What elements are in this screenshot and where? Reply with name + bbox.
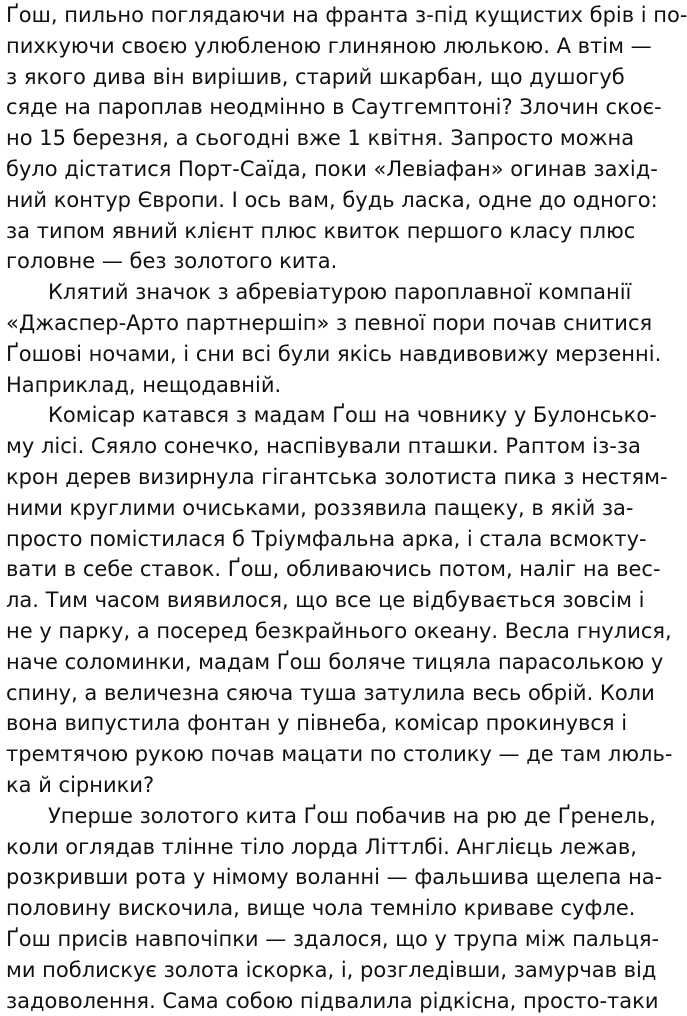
text-line: вати в себе ставок. Ґош, обливаючись потом, наліг на вес- <box>6 554 590 585</box>
text-line: ла. Тим часом виявилося, що все це відбувається зовсім і <box>6 585 590 616</box>
text-line: Наприклад, нещодавній. <box>6 370 590 401</box>
text-line: Ґош, пильно поглядаючи на франта з-під кущистих брів і по- <box>6 0 590 31</box>
text-line: Комісар катався з мадам Ґош на човнику у Булонсько- <box>6 400 590 431</box>
text-line: розкривши рота у німому воланні — фальшива щелепа на- <box>6 862 590 893</box>
text-line: Клятий значок з абревіатурою пароплавної компанії <box>6 277 590 308</box>
text-line: ми поблискує золота іскорка, і, розгледівши, замурчав від <box>6 955 590 986</box>
text-line: тремтячою рукою почав мацати по столику — де там люль- <box>6 739 590 770</box>
text-line: спину, а величезна сяюча туша затулила весь обрій. Коли <box>6 678 590 709</box>
text-line: Ґош присів навпочіпки — здалося, що у трупа між пальця- <box>6 924 590 955</box>
text-line: крон дерев визирнула гігантська золотиста пика з нестям- <box>6 462 590 493</box>
text-line: ка й сірники? <box>6 770 590 801</box>
paragraph-3 <box>6 400 590 800</box>
text-line: Ґошові ночами, і сни всі були якісь навдивовижу мерзенні. <box>6 339 590 370</box>
text-line: сяде на пароплав неодмінно в Саутгемптоні? Злочин скоє- <box>6 92 590 123</box>
text-line: но 15 березня, а сьогодні вже 1 квітня. Запросто можна <box>6 123 590 154</box>
text-line: ними круглими очиськами, роззявила пащеку, в якій за- <box>6 493 590 524</box>
paragraph-1 <box>6 0 590 277</box>
text-line: коли оглядав тлінне тіло лорда Літтлбі. Англієць лежав, <box>6 832 590 863</box>
text-line: не у парку, а посеред безкрайнього океану. Весла гнулися, <box>6 616 590 647</box>
text-line: за типом явний клієнт плюс квиток першого класу плюс <box>6 216 590 247</box>
text-line: наче соломинки, мадам Ґош боляче тицяла парасолькою у <box>6 647 590 678</box>
text-line: з якого дива він вирішив, старий шкарбан, що душогуб <box>6 62 590 93</box>
paragraph-2 <box>6 277 590 400</box>
text-line: задоволення. Сама собою підвалила рідкісна, просто-таки <box>6 986 590 1016</box>
text-line: було дістатися Порт-Саїда, поки «Левіафан» огинав захід- <box>6 154 590 185</box>
text-line: пихкуючи своєю улюбленою глиняною люлькою. А втім — <box>6 31 590 62</box>
text-line: половину вискочила, вище чола темніло криваве суфле. <box>6 893 590 924</box>
text-line: просто помістилася б Тріумфальна арка, і стала всмокту- <box>6 524 590 555</box>
text-line: «Джаспер-Арто партнершіп» з певної пори почав снитися <box>6 308 590 339</box>
text-line: му лісі. Сяяло сонечко, наспівували пташки. Раптом із-за <box>6 431 590 462</box>
text-line: ний контур Європи. І ось вам, будь ласка, одне до одного: <box>6 185 590 216</box>
book-page <box>6 0 590 1016</box>
text-line: вона випустила фонтан у півнеба, комісар прокинувся і <box>6 708 590 739</box>
paragraph-4 <box>6 801 590 1016</box>
text-line: головне — без золотого кита. <box>6 246 590 277</box>
text-line: Уперше золотого кита Ґош побачив на рю де Ґренель, <box>6 801 590 832</box>
